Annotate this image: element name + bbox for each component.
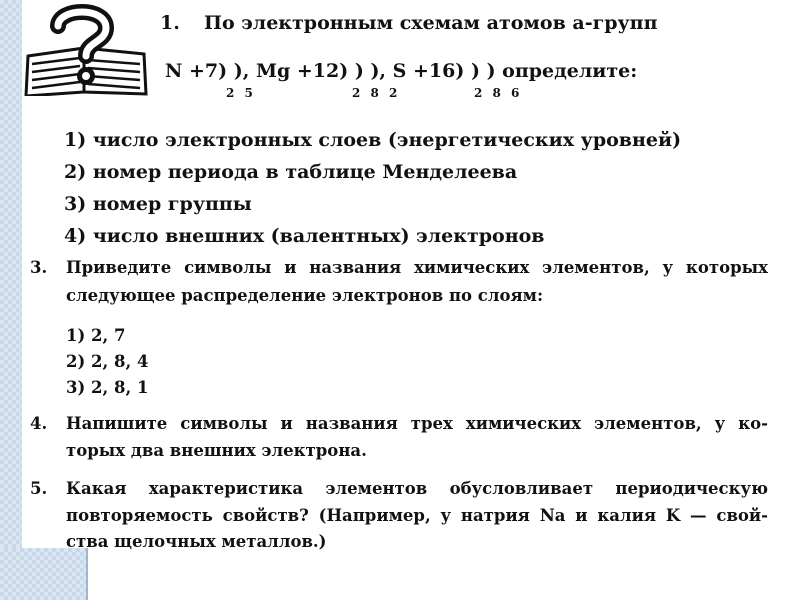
task3-item-2: 2) 2, 8, 4 (66, 352, 149, 371)
task1-item-1: 1) число электронных слоев (энергетических уровней) (64, 129, 682, 151)
subscript-mg: 2 8 2 (352, 86, 401, 100)
task5-line-1: Какая характеристика элементов обусловливает периодическую (66, 479, 768, 498)
task5-number: 5. (30, 479, 48, 498)
task5-line-2: повторяемость свойств? (Например, у натрия Na и калия K — свой- (66, 506, 768, 525)
task1-number: 1. (160, 12, 180, 34)
task3-number: 3. (30, 258, 48, 277)
left-decor-strip (0, 0, 22, 600)
decor-divider (86, 548, 88, 600)
subscript-s: 2 8 6 (474, 86, 523, 100)
bottom-decor-strip (0, 548, 88, 600)
task1-item-3: 3) номер группы (64, 193, 252, 215)
task4-line-1: Напишите символы и названия трех химических элементов, у ко- (66, 414, 768, 433)
task4-number: 4. (30, 414, 48, 433)
task3-line-2: следующее распределение электронов по слоям: (66, 286, 544, 305)
question-book-icon (22, 4, 150, 96)
task3-line-1: Приведите символы и названия химических элементов, у которых (66, 258, 768, 277)
task4-line-2: торых два внешних электрона. (66, 441, 367, 460)
task1-formula: N +7) ), Mg +12) ) ), S +16) ) ) определите: (165, 60, 638, 82)
task1-item-2: 2) номер периода в таблице Менделеева (64, 161, 518, 183)
task5-line-3: ства щелочных металлов.) (66, 532, 327, 551)
task3-item-1: 1) 2, 7 (66, 326, 126, 345)
task1-title: По электронным схемам атомов а-групп (204, 12, 658, 34)
task1-item-4: 4) число внешних (валентных) электронов (64, 225, 545, 247)
subscript-n: 2 5 (226, 86, 256, 100)
task3-item-3: 3) 2, 8, 1 (66, 378, 149, 397)
